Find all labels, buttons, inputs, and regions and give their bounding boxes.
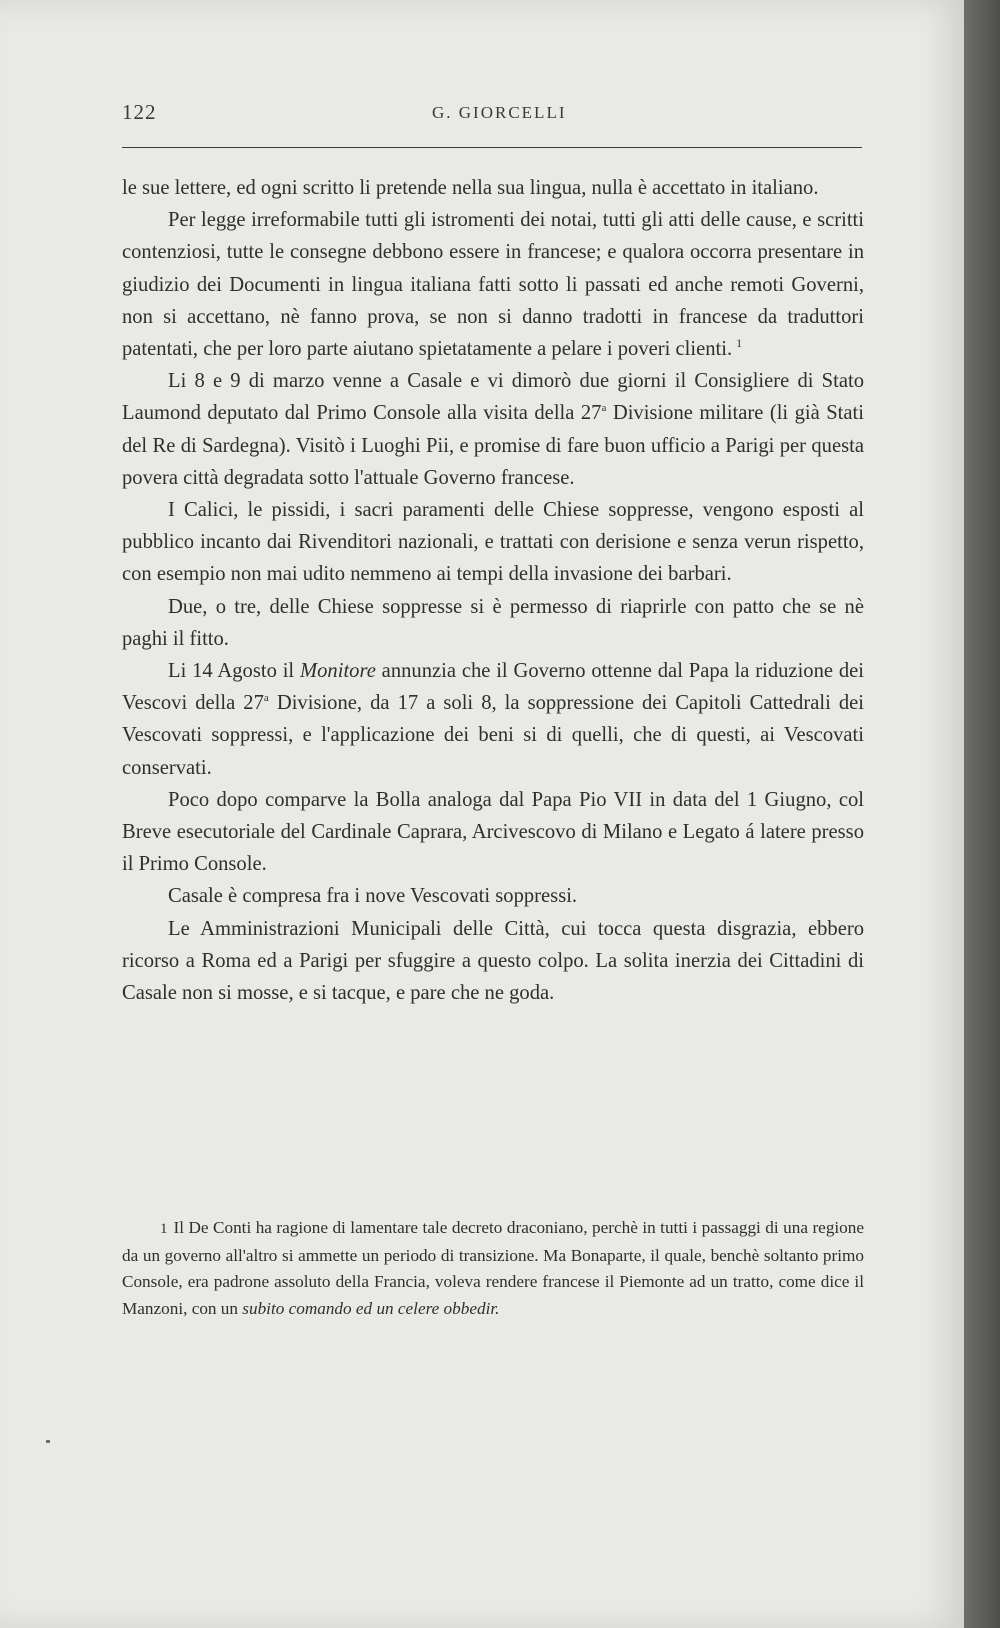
footnote-block	[122, 1215, 864, 1322]
paragraph-3-text-a: Li 8 e 9 di marzo venne a Casale e vi dimorò due giorni il Consigliere di Stato Laumond deputato dal Primo Console alla visita della 27	[122, 370, 864, 425]
paragraph-8: Casale è compresa fra i nove Vescovati soppressi.	[168, 885, 578, 908]
ordinal-superscript: a	[601, 402, 607, 415]
paragraph-6-text-a: Li 14 Agosto il	[168, 660, 300, 683]
page-header	[122, 100, 862, 132]
paragraph-3	[122, 365, 864, 494]
header-rule	[122, 147, 862, 148]
paragraph-9: Le Amministrazioni Municipali delle Città, cui tocca questa disgrazia, ebbero ricorso a Roma ed a Parigi per sfuggire a questo colpo. La solita inerzia dei Cittadini di Casale non si mosse, e si tacque, e pare che ne goda.	[122, 917, 864, 1005]
paragraph-6-italic: Monitore	[299, 660, 376, 683]
footnote-mark: 1	[160, 1221, 168, 1237]
paragraph-2	[122, 204, 864, 365]
footnote-reference: 1	[736, 336, 743, 351]
paragraph-6-text-b: annunzia che il Governo ottenne dal Papa la riduzione dei Vescovi della 27	[122, 660, 865, 715]
ordinal-superscript: a	[263, 692, 269, 705]
page-edge-shadow	[964, 0, 1000, 1628]
main-text	[122, 172, 864, 1009]
running-head: G. GIORCELLI	[432, 103, 567, 122]
page-number: 122	[122, 100, 157, 124]
paragraph-2-text: Per legge irreformabile tutti gli istromenti dei notai, tutti gli atti delle cause, e scritti contenziosi, tutte le consegne debbono essere in francese; e qualora occorra presentare in giudizio dei Documenti in lingua italiana fatti sotto li passati ed anche remoti Governi, non si accettano, nè fanno prova, se non si danno tradotti in francese da traduttori patentati, che per loro parte aiutano spietatamente a pelare i poveri clienti.	[122, 209, 864, 361]
paragraph-6-text-c: Divisione, da 17 a soli 8, la soppressione dei Capitoli Cattedrali dei Vescovati soppressi, e l'applicazione dei beni si di quelli, che di questi, ai Vescovati conservati.	[122, 692, 864, 779]
paragraph-5: Due, o tre, delle Chiese soppresse si è permesso di riaprirle con patto che se nè paghi il fitto.	[122, 595, 864, 650]
footnote-text-a: Il De Conti ha ragione di lamentare tale decreto draconiano, perchè in tutti i passaggi di una regione da un governo all'altro si ammette un periodo di transizione. Ma Bonaparte, il quale, benchè soltanto primo Console, era padrone assoluto della Francia, voleva rendere francese il Piemonte ad un tratto, come dice il Manzoni, con un	[122, 1218, 864, 1318]
paragraph-4: I Calici, le pissidi, i sacri paramenti delle Chiese soppresse, vengono esposti al pubblico incanto dai Rivenditori nazionali, e trattati con derisione e senza verun rispetto, con esempio non mai udito nemmeno ai tempi della invasione dei barbari.	[122, 499, 864, 586]
paragraph-7: Poco dopo comparve la Bolla analoga dal Papa Pio VII in data del 1 Giugno, col Breve esecutoriale del Cardinale Caprara, Arcivescovo di Milano e Legato á latere presso il Primo Console.	[122, 788, 864, 876]
paragraph-6	[122, 655, 864, 784]
paragraph-3-text-b: Divisione militare (li già Stati del Re di Sardegna). Visitò i Luoghi Pii, e promise di fare buon ufficio a Parigi per questa povera città degradata sotto l'attuale Governo francese.	[122, 402, 864, 489]
paragraph-1: le sue lettere, ed ogni scritto li pretende nella sua lingua, nulla è accettato in italiano.	[122, 177, 819, 199]
footnote-italic: subito comando ed un celere obbedir.	[242, 1298, 500, 1318]
footnote-1	[122, 1215, 864, 1322]
paper-speck	[46, 1440, 50, 1443]
